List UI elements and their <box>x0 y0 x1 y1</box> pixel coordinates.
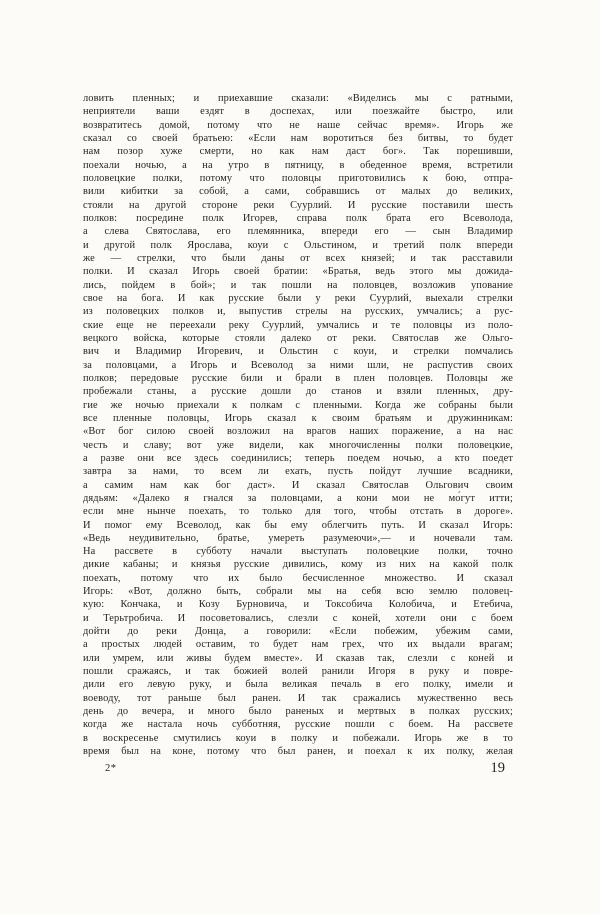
text-line: поехать, потому что их было бесчисленное множество. И сказал <box>83 572 513 584</box>
text-line: вили кибитки за собой, а сами, собравшись от малых до великих, <box>83 186 513 198</box>
text-line: завтра за нами, то всем ли ехать, пусть пойдут лучшие всадники, <box>83 466 513 478</box>
text-line: а слева Святослава, его племянника, впереди его — сын Владимир <box>83 226 513 238</box>
text-line: полков; передовые русские били и брали в плен половцев. Половцы же <box>83 372 513 384</box>
text-line: возвратитесь домой, потому что не наше сейчас время». Игорь же <box>83 119 513 131</box>
text-line: пошли сражаясь, и так божией волей ранили Игоря в руку и повре- <box>83 666 513 678</box>
text-line: «Ведь неудивительно, братье, умереть разумеючи»,— и ночевали там. <box>83 532 513 544</box>
text-line: же — стрелки, что были даны от всех князей; и так расставили <box>83 252 513 264</box>
text-line: сказал со своей братьею: «Если нам воротиться без битвы, то будет <box>83 132 513 144</box>
text-line: неприятели ваши ездят в доспехах, или поезжайте быстро, или <box>83 106 513 118</box>
text-line: а самим нам как бог даст». И сказал Святослав Ольгович своим <box>83 479 513 491</box>
text-line: вецкого войска, которые стояли далеко от реки. Святослав же Ольго- <box>83 332 513 344</box>
text-line: И помог ему Всеволод, как бы ему облегчить путь. И сказал Игорь: <box>83 519 513 531</box>
text-line: Игорь: «Вот, должно быть, собрали мы на себя всю землю половец- <box>83 586 513 598</box>
text-line: ловить пленных; и приехавшие сказали: «Виделись мы с ратными, <box>83 93 513 104</box>
text-line: день до вечера, и много было раненых и мертвых в полках русских; <box>83 706 513 718</box>
text-line: дойти до реки Донца, а говорили: «Если побежим, убежим сами, <box>83 626 513 638</box>
text-line: дикие кабаны; и князья русские дивились, кому из них на какой полк <box>83 559 513 571</box>
text-line: воеводу, тот раньше был ранен. И так сражались мужественно весь <box>83 692 513 704</box>
text-line: На рассвете в субботу начали выступать половецкие полки, точно <box>83 546 513 558</box>
text-line: а разве они все здесь соединились; теперь поедем ночью, а кто поедет <box>83 452 513 464</box>
text-line: стояли на другой стороне реки Суурлий. И русские поставили шесть <box>83 199 513 211</box>
text-line: ские еще не переехали реку Суурлий, умчались и те половцы из поло- <box>83 319 513 331</box>
text-line: поехали ночью, а на утро в пятницу, в обеденное время, встретили <box>83 159 513 171</box>
text-line: за половцами, а Игорь и Всеволод за ними шли, не распустив своих <box>83 359 513 371</box>
signature-mark: 2* <box>105 763 117 774</box>
text-line: и Терьтробича. И посоветовались, слезли с коней, хотели они с боем <box>83 612 513 624</box>
text-line: или умрем, или живы будем вместе». И сказав так, слезли с коней и <box>83 652 513 664</box>
text-line: полки. И сказал Игорь своей братии: «Братья, ведь этого мы дожида- <box>83 266 513 278</box>
text-line: кую: Кончака, и Козу Бурновича, и Токсобича Колобича, и Етебича, <box>83 599 513 611</box>
text-line: пробежали станы, а русские дошли до станов и взяли пленных, дру- <box>83 386 513 398</box>
text-line: все пленные половцы, Игорь сказал к своим братьям и дружинникам: <box>83 412 513 424</box>
text-line: а простых людей оставим, то будет нам грех, что их выдали врагам; <box>83 639 513 651</box>
text-line: в воскресенье смутились коуи в полку и побежали. Игорь же в то <box>83 732 513 744</box>
body-text-block <box>83 92 513 758</box>
page-footer <box>83 760 513 780</box>
text-line: вич и Владимир Игоревич, и Ольстин с коуи, и стрелки помчались <box>83 346 513 358</box>
text-line: когда же настала ночь субботняя, русские пошли с боем. На рассвете <box>83 719 513 731</box>
page-number: 19 <box>490 760 505 776</box>
text-line: нам позор хуже смерти, но как нам даст бог». Так порешивши, <box>83 146 513 158</box>
text-line: из половецких полков и, выпустив стрелы на русских, умчались; а рус- <box>83 306 513 318</box>
text-line: и другой полк Ярослава, коуи с Ольстином, и третий полк впереди <box>83 239 513 251</box>
text-line: лись, пойдем в бой»; и так пошли на половцев, возложив упование <box>83 279 513 291</box>
text-line: время был на коне, потому что был ранен, и поехал к их полку, желая <box>83 746 513 758</box>
text-line: гие же ночью приехали к полкам с пленными. Когда же собраны были <box>83 399 513 411</box>
text-line: половецкие полки, потому что половцы приготовились к бою, отпра- <box>83 172 513 184</box>
text-line: если мне нынче поехать, то только для того, чтобы отстать в дороге». <box>83 506 513 518</box>
text-line: «Вот бог силою своей возложил на врагов наших поражение, а на нас <box>83 426 513 438</box>
text-line: честь и славу; вот уже видели, как многочисленны полки половецкие, <box>83 439 513 451</box>
text-line: свое на бога. И как русские были у реки Суурлий, выехали стрелки <box>83 292 513 304</box>
text-line: полков: посредине полк Игорев, справа полк брата его Всеволода, <box>83 212 513 224</box>
text-line: дядьям: «Далеко я гнался за половцами, а кони мои не мо́гут итти; <box>83 492 513 504</box>
text-line: дили его левую руку, и была великая печаль в его полку, имели и <box>83 679 513 691</box>
